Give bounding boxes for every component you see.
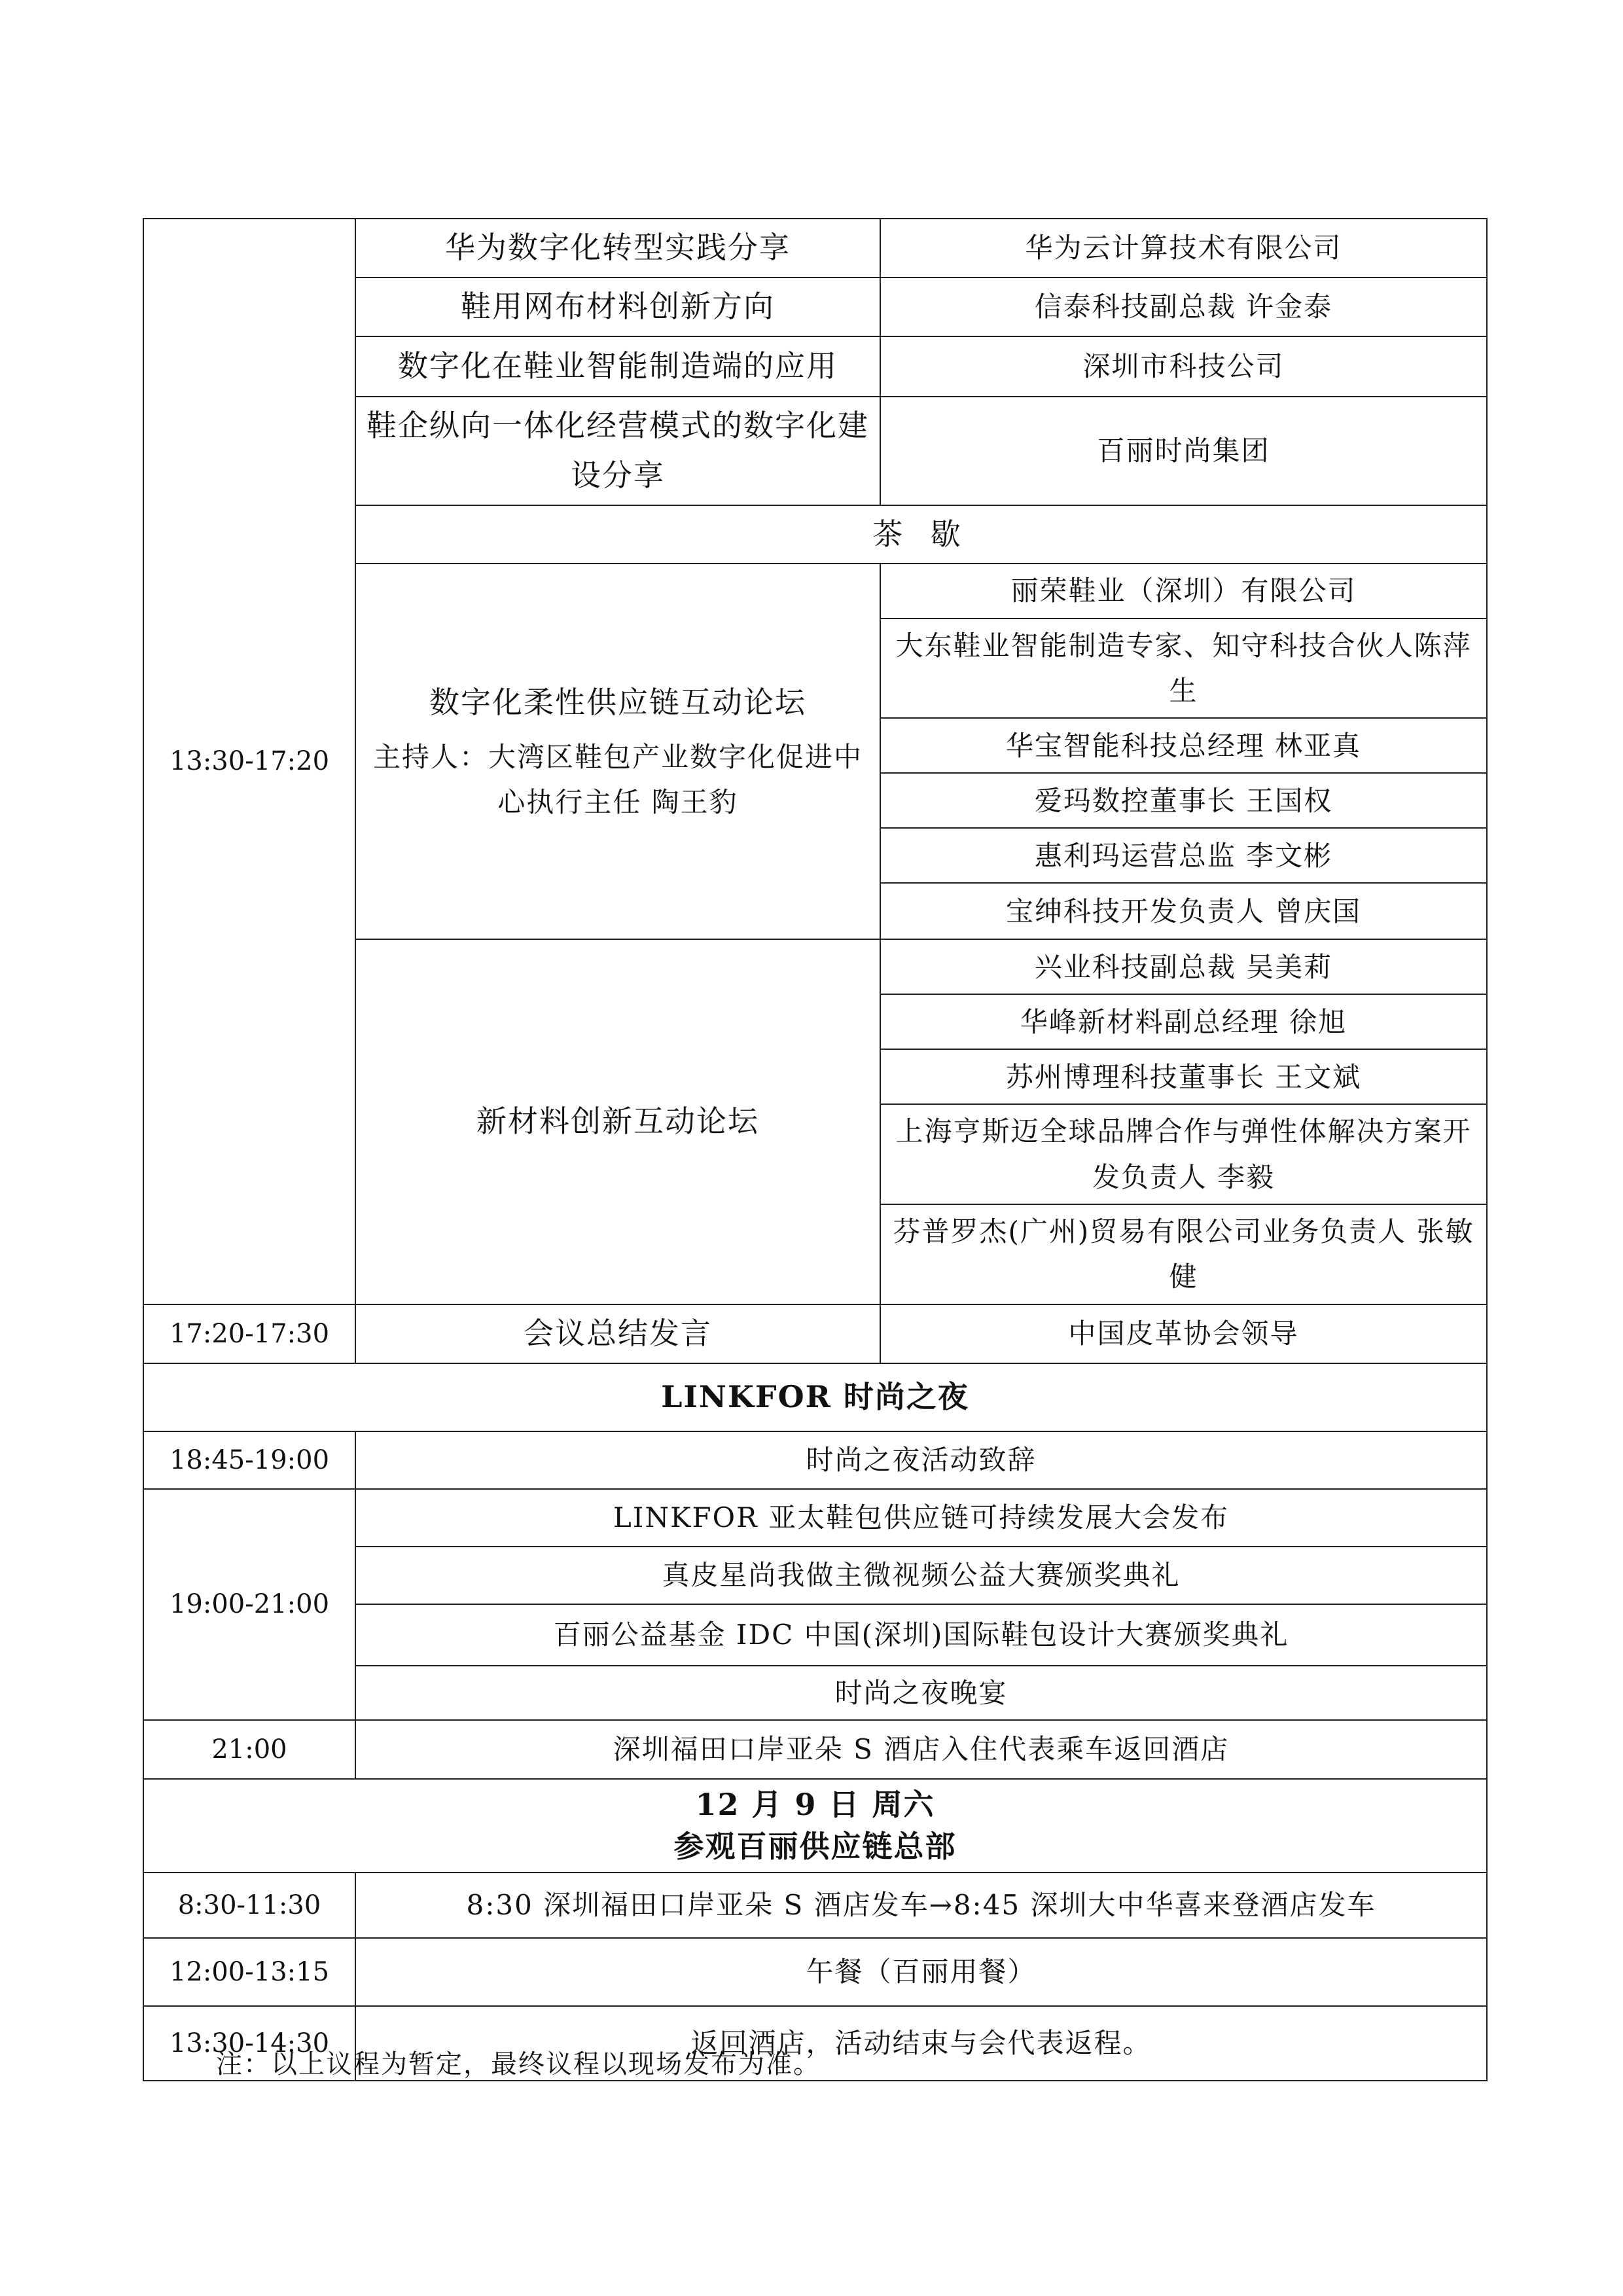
tea-break: 茶 歇 bbox=[355, 505, 1487, 564]
forum-speaker: 华峰新材料副总经理 徐旭 bbox=[880, 994, 1487, 1049]
day2-title: 参观百丽供应链总部 bbox=[673, 1829, 957, 1865]
agenda-row bbox=[143, 1720, 1487, 1779]
day2-time: 8:30-11:30 bbox=[143, 1873, 355, 1938]
forum-speaker: 大东鞋业智能制造专家、知守科技合伙人陈萍生 bbox=[880, 619, 1487, 719]
agenda-row bbox=[143, 1779, 1487, 1873]
forum-speaker: 苏州博理科技董事长 王文斌 bbox=[880, 1049, 1487, 1104]
forum-speaker: 上海亨斯迈全球品牌合作与弹性体解决方案开发负责人 李毅 bbox=[880, 1104, 1487, 1204]
day2-time: 13:30-14:30 bbox=[143, 2006, 355, 2081]
night-opening-item: 时尚之夜活动致辞 bbox=[355, 1431, 1487, 1489]
day2-item: 返回酒店，活动结束与会代表返程。 bbox=[355, 2006, 1487, 2081]
summary-time: 17:20-17:30 bbox=[143, 1304, 355, 1363]
agenda-table bbox=[143, 218, 1488, 2081]
forum-new-materials: 新材料创新互动论坛 bbox=[355, 939, 880, 1304]
agenda-row bbox=[143, 1873, 1487, 1938]
night-return-item: 深圳福田口岸亚朵 S 酒店入住代表乘车返回酒店 bbox=[355, 1720, 1487, 1779]
night-opening-time: 18:45-19:00 bbox=[143, 1431, 355, 1489]
forum-speaker: 华宝智能科技总经理 林亚真 bbox=[880, 718, 1487, 773]
talk-speaker: 信泰科技副总裁 许金泰 bbox=[880, 278, 1487, 336]
talk-speaker: 深圳市科技公司 bbox=[880, 336, 1487, 397]
night-main-item: 时尚之夜晚宴 bbox=[355, 1666, 1487, 1720]
agenda-row bbox=[143, 1363, 1487, 1431]
night-main-item: 真皮星尚我做主微视频公益大赛颁奖典礼 bbox=[355, 1547, 1487, 1604]
talk-topic: 数字化在鞋业智能制造端的应用 bbox=[355, 336, 880, 397]
forum-speaker: 宝绅科技开发负责人 曾庆国 bbox=[880, 883, 1487, 939]
afternoon-time: 13:30-17:20 bbox=[143, 219, 355, 1304]
night-main-item: LINKFOR 亚太鞋包供应链可持续发展大会发布 bbox=[355, 1489, 1487, 1547]
forum-speaker: 芬普罗杰(广州)贸易有限公司业务负责人 张敏健 bbox=[880, 1204, 1487, 1304]
summary-topic: 会议总结发言 bbox=[355, 1304, 880, 1363]
agenda-row bbox=[143, 1489, 1487, 1547]
day2-time: 12:00-13:15 bbox=[143, 1938, 355, 2006]
talk-topic: 华为数字化转型实践分享 bbox=[355, 219, 880, 278]
summary-speaker: 中国皮革协会领导 bbox=[880, 1304, 1487, 1363]
day2-date: 12 月 9 日 周六 bbox=[695, 1786, 935, 1822]
section-heading-day2 bbox=[143, 1779, 1487, 1873]
agenda-row bbox=[143, 1431, 1487, 1489]
footnote: 注：以上议程为暂定，最终议程以现场发布为准。 bbox=[216, 2049, 821, 2079]
talk-speaker: 百丽时尚集团 bbox=[880, 397, 1487, 505]
forum-speaker: 惠利玛运营总监 李文彬 bbox=[880, 828, 1487, 883]
agenda-row bbox=[143, 1938, 1487, 2006]
agenda-row bbox=[143, 219, 1487, 278]
night-return-time: 21:00 bbox=[143, 1720, 355, 1779]
forum-title: 数字化柔性供应链互动论坛 bbox=[429, 685, 806, 721]
talk-topic: 鞋企纵向一体化经营模式的数字化建设分享 bbox=[355, 397, 880, 505]
talk-speaker: 华为云计算技术有限公司 bbox=[880, 219, 1487, 278]
forum-digital-supply-chain bbox=[355, 564, 880, 939]
forum-speaker: 丽荣鞋业（深圳）有限公司 bbox=[880, 564, 1487, 618]
day2-item: 8:30 深圳福田口岸亚朵 S 酒店发车→8:45 深圳大中华喜来登酒店发车 bbox=[355, 1873, 1487, 1938]
night-main-time: 19:00-21:00 bbox=[143, 1489, 355, 1720]
forum-speaker: 兴业科技副总裁 吴美莉 bbox=[880, 939, 1487, 994]
night-main-item: 百丽公益基金 IDC 中国(深圳)国际鞋包设计大赛颁奖典礼 bbox=[355, 1604, 1487, 1666]
section-heading-night: LINKFOR 时尚之夜 bbox=[143, 1363, 1487, 1431]
forum-speaker: 爱玛数控董事长 王国权 bbox=[880, 773, 1487, 828]
talk-topic: 鞋用网布材料创新方向 bbox=[355, 278, 880, 336]
agenda-row bbox=[143, 1304, 1487, 1363]
forum-host: 主持人：大湾区鞋包产业数字化促进中心执行主任 陶王豹 bbox=[372, 741, 863, 819]
day2-item: 午餐（百丽用餐） bbox=[355, 1938, 1487, 2006]
